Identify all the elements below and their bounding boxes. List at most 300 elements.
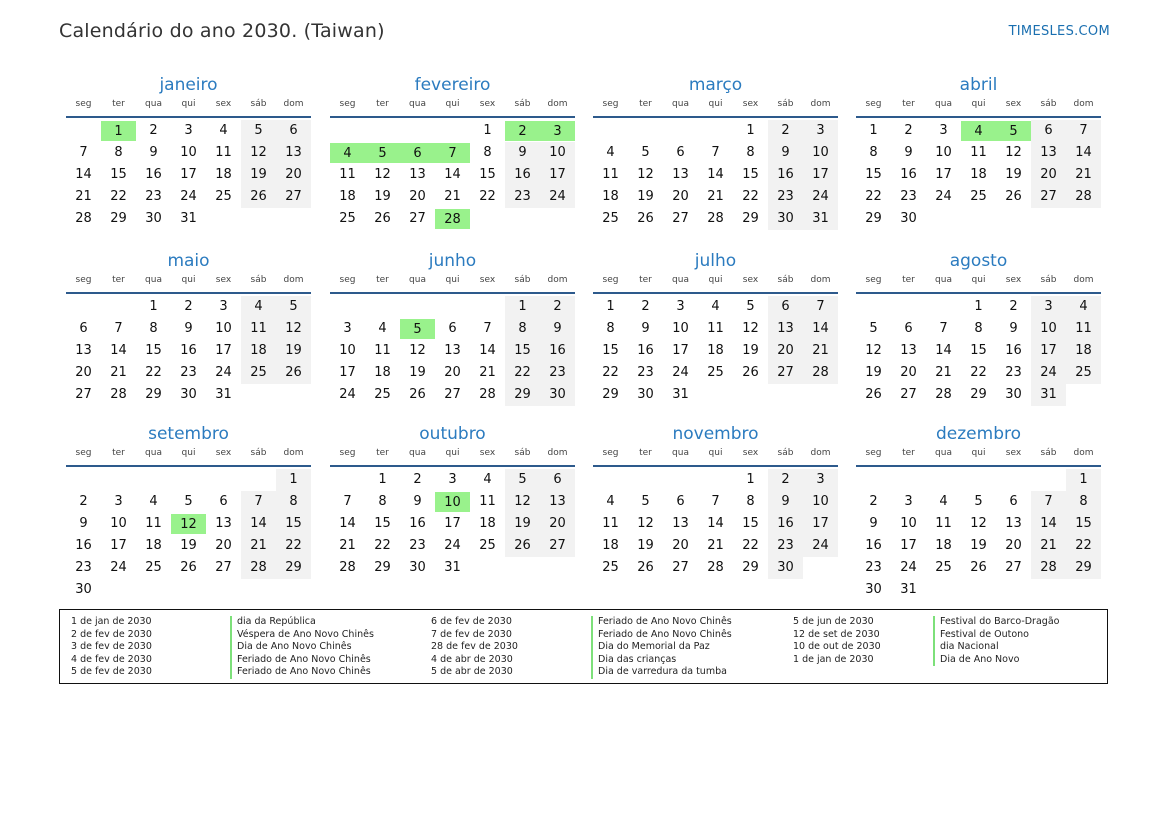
day-cell[interactable]: 25	[707, 365, 724, 380]
day-cell[interactable]: 26	[180, 560, 197, 575]
day-cell[interactable]: 31	[803, 208, 838, 230]
day-cell[interactable]: 23	[900, 189, 917, 204]
day-cell[interactable]: 5	[869, 321, 878, 336]
day-cell[interactable]: 20	[540, 513, 575, 535]
day-cell[interactable]: 28	[435, 208, 470, 230]
day-cell[interactable]: 29	[276, 557, 311, 579]
day-cell[interactable]: 12	[637, 516, 654, 531]
day-cell[interactable]: 5	[276, 296, 311, 318]
day-cell[interactable]: 11	[215, 145, 232, 160]
day-cell[interactable]: 21	[707, 538, 724, 553]
day-cell[interactable]: 15	[374, 516, 391, 531]
day-cell[interactable]: 5	[184, 494, 193, 509]
day-cell[interactable]: 20	[768, 340, 803, 362]
day-cell[interactable]: 20	[444, 365, 461, 380]
day-cell[interactable]: 7	[1031, 491, 1066, 513]
day-cell[interactable]: 13	[900, 343, 917, 358]
day-cell[interactable]: 11	[145, 516, 162, 531]
day-cell[interactable]: 22	[110, 189, 127, 204]
day-cell[interactable]: 14	[241, 513, 276, 535]
day-cell[interactable]: 16	[75, 538, 92, 553]
day-cell[interactable]: 14	[479, 343, 496, 358]
day-cell[interactable]: 27	[409, 211, 426, 226]
day-cell[interactable]: 11	[339, 167, 356, 182]
day-cell[interactable]: 19	[180, 538, 197, 553]
day-cell[interactable]: 10	[215, 321, 232, 336]
day-cell[interactable]: 27	[1031, 186, 1066, 208]
day-cell[interactable]: 1	[378, 472, 387, 487]
day-cell[interactable]: 25	[241, 362, 276, 384]
day-cell[interactable]: 12	[409, 343, 426, 358]
day-cell[interactable]: 18	[215, 167, 232, 182]
day-cell[interactable]: 30	[637, 387, 654, 402]
day-cell[interactable]: 30	[145, 211, 162, 226]
day-cell[interactable]: 3	[939, 123, 948, 138]
day-cell[interactable]: 7	[939, 321, 948, 336]
day-cell[interactable]: 28	[479, 387, 496, 402]
day-cell[interactable]: 5	[996, 120, 1031, 142]
day-cell[interactable]: 28	[1066, 186, 1101, 208]
day-cell[interactable]: 15	[505, 340, 540, 362]
day-cell[interactable]: 3	[448, 472, 457, 487]
day-cell[interactable]: 26	[865, 387, 882, 402]
day-cell[interactable]: 4	[606, 145, 615, 160]
day-cell[interactable]: 3	[1031, 296, 1066, 318]
day-cell[interactable]: 3	[343, 321, 352, 336]
day-cell[interactable]: 2	[505, 120, 540, 142]
day-cell[interactable]: 12	[171, 513, 206, 535]
day-cell[interactable]: 16	[768, 164, 803, 186]
day-cell[interactable]: 18	[241, 340, 276, 362]
day-cell[interactable]: 4	[711, 299, 720, 314]
day-cell[interactable]: 12	[505, 491, 540, 513]
day-cell[interactable]: 15	[742, 167, 759, 182]
day-cell[interactable]: 17	[935, 167, 952, 182]
day-cell[interactable]: 24	[215, 365, 232, 380]
day-cell[interactable]: 9	[184, 321, 193, 336]
day-cell[interactable]: 22	[970, 365, 987, 380]
day-cell[interactable]: 10	[672, 321, 689, 336]
day-cell[interactable]: 31	[900, 582, 917, 597]
day-cell[interactable]: 14	[707, 167, 724, 182]
day-cell[interactable]: 26	[374, 211, 391, 226]
day-cell[interactable]: 5	[400, 318, 435, 340]
day-cell[interactable]: 12	[1005, 145, 1022, 160]
day-cell[interactable]: 3	[676, 299, 685, 314]
day-cell[interactable]: 15	[865, 167, 882, 182]
day-cell[interactable]: 11	[374, 343, 391, 358]
day-cell[interactable]: 10	[803, 491, 838, 513]
day-cell[interactable]: 6	[904, 321, 913, 336]
day-cell[interactable]: 28	[935, 387, 952, 402]
day-cell[interactable]: 19	[742, 343, 759, 358]
day-cell[interactable]: 28	[707, 211, 724, 226]
day-cell[interactable]: 13	[768, 318, 803, 340]
day-cell[interactable]: 12	[241, 142, 276, 164]
day-cell[interactable]: 12	[742, 321, 759, 336]
day-cell[interactable]: 16	[540, 340, 575, 362]
day-cell[interactable]: 8	[505, 318, 540, 340]
day-cell[interactable]: 15	[1066, 513, 1101, 535]
day-cell[interactable]: 30	[1005, 387, 1022, 402]
day-cell[interactable]: 22	[145, 365, 162, 380]
day-cell[interactable]: 18	[1066, 340, 1101, 362]
day-cell[interactable]: 10	[435, 491, 470, 513]
day-cell[interactable]: 24	[110, 560, 127, 575]
day-cell[interactable]: 9	[505, 142, 540, 164]
day-cell[interactable]: 22	[602, 365, 619, 380]
day-cell[interactable]: 9	[768, 142, 803, 164]
day-cell[interactable]: 7	[79, 145, 88, 160]
day-cell[interactable]: 1	[746, 472, 755, 487]
day-cell[interactable]: 17	[540, 164, 575, 186]
day-cell[interactable]: 19	[505, 513, 540, 535]
day-cell[interactable]: 24	[900, 560, 917, 575]
day-cell[interactable]: 14	[803, 318, 838, 340]
day-cell[interactable]: 6	[676, 145, 685, 160]
day-cell[interactable]: 3	[904, 494, 913, 509]
day-cell[interactable]: 14	[707, 516, 724, 531]
day-cell[interactable]: 1	[1066, 469, 1101, 491]
day-cell[interactable]: 3	[184, 123, 193, 138]
day-cell[interactable]: 7	[435, 142, 470, 164]
day-cell[interactable]: 18	[374, 365, 391, 380]
day-cell[interactable]: 1	[276, 469, 311, 491]
day-cell[interactable]: 7	[241, 491, 276, 513]
day-cell[interactable]: 26	[637, 560, 654, 575]
day-cell[interactable]: 29	[145, 387, 162, 402]
day-cell[interactable]: 26	[505, 535, 540, 557]
day-cell[interactable]: 13	[75, 343, 92, 358]
day-cell[interactable]: 2	[184, 299, 193, 314]
day-cell[interactable]: 14	[935, 343, 952, 358]
day-cell[interactable]: 11	[602, 516, 619, 531]
day-cell[interactable]: 7	[483, 321, 492, 336]
day-cell[interactable]: 22	[742, 538, 759, 553]
day-cell[interactable]: 21	[803, 340, 838, 362]
day-cell[interactable]: 15	[742, 516, 759, 531]
day-cell[interactable]: 26	[241, 186, 276, 208]
day-cell[interactable]: 18	[145, 538, 162, 553]
day-cell[interactable]: 27	[672, 560, 689, 575]
day-cell[interactable]: 12	[865, 343, 882, 358]
day-cell[interactable]: 29	[742, 560, 759, 575]
day-cell[interactable]: 17	[900, 538, 917, 553]
day-cell[interactable]: 10	[540, 142, 575, 164]
day-cell[interactable]: 25	[602, 560, 619, 575]
day-cell[interactable]: 3	[219, 299, 228, 314]
day-cell[interactable]: 7	[711, 494, 720, 509]
day-cell[interactable]: 6	[676, 494, 685, 509]
day-cell[interactable]: 24	[339, 387, 356, 402]
day-cell[interactable]: 23	[1005, 365, 1022, 380]
site-link[interactable]: TIMESLES.COM	[1008, 24, 1110, 39]
day-cell[interactable]: 11	[970, 145, 987, 160]
day-cell[interactable]: 30	[768, 208, 803, 230]
day-cell[interactable]: 22	[865, 189, 882, 204]
day-cell[interactable]: 4	[149, 494, 158, 509]
day-cell[interactable]: 28	[110, 387, 127, 402]
day-cell[interactable]: 22	[742, 189, 759, 204]
day-cell[interactable]: 3	[803, 469, 838, 491]
day-cell[interactable]: 30	[540, 384, 575, 406]
day-cell[interactable]: 25	[215, 189, 232, 204]
day-cell[interactable]: 10	[935, 145, 952, 160]
day-cell[interactable]: 22	[1066, 535, 1101, 557]
day-cell[interactable]: 13	[672, 516, 689, 531]
day-cell[interactable]: 8	[378, 494, 387, 509]
day-cell[interactable]: 6	[1031, 120, 1066, 142]
day-cell[interactable]: 1	[974, 299, 983, 314]
day-cell[interactable]: 26	[742, 365, 759, 380]
day-cell[interactable]: 14	[1066, 142, 1101, 164]
day-cell[interactable]: 2	[79, 494, 88, 509]
day-cell[interactable]: 7	[803, 296, 838, 318]
day-cell[interactable]: 17	[339, 365, 356, 380]
day-cell[interactable]: 16	[1005, 343, 1022, 358]
day-cell[interactable]: 25	[145, 560, 162, 575]
day-cell[interactable]: 19	[865, 365, 882, 380]
day-cell[interactable]: 12	[374, 167, 391, 182]
day-cell[interactable]: 22	[479, 189, 496, 204]
day-cell[interactable]: 10	[1031, 318, 1066, 340]
day-cell[interactable]: 7	[711, 145, 720, 160]
day-cell[interactable]: 20	[672, 189, 689, 204]
day-cell[interactable]: 9	[1009, 321, 1018, 336]
day-cell[interactable]: 16	[145, 167, 162, 182]
day-cell[interactable]: 19	[1005, 167, 1022, 182]
day-cell[interactable]: 19	[276, 340, 311, 362]
day-cell[interactable]: 30	[409, 560, 426, 575]
day-cell[interactable]: 24	[803, 535, 838, 557]
day-cell[interactable]: 11	[707, 321, 724, 336]
day-cell[interactable]: 6	[276, 120, 311, 142]
day-cell[interactable]: 24	[180, 189, 197, 204]
day-cell[interactable]: 27	[540, 535, 575, 557]
day-cell[interactable]: 7	[343, 494, 352, 509]
day-cell[interactable]: 20	[672, 538, 689, 553]
day-cell[interactable]: 31	[215, 387, 232, 402]
day-cell[interactable]: 1	[505, 296, 540, 318]
day-cell[interactable]: 27	[444, 387, 461, 402]
day-cell[interactable]: 15	[276, 513, 311, 535]
day-cell[interactable]: 19	[409, 365, 426, 380]
day-cell[interactable]: 10	[803, 142, 838, 164]
day-cell[interactable]: 30	[75, 582, 92, 597]
day-cell[interactable]: 8	[746, 494, 755, 509]
day-cell[interactable]: 18	[707, 343, 724, 358]
day-cell[interactable]: 27	[276, 186, 311, 208]
day-cell[interactable]: 16	[900, 167, 917, 182]
day-cell[interactable]: 8	[606, 321, 615, 336]
day-cell[interactable]: 28	[339, 560, 356, 575]
day-cell[interactable]: 15	[970, 343, 987, 358]
day-cell[interactable]: 14	[110, 343, 127, 358]
day-cell[interactable]: 24	[444, 538, 461, 553]
day-cell[interactable]: 27	[215, 560, 232, 575]
day-cell[interactable]: 13	[276, 142, 311, 164]
day-cell[interactable]: 6	[400, 142, 435, 164]
day-cell[interactable]: 15	[479, 167, 496, 182]
day-cell[interactable]: 17	[180, 167, 197, 182]
day-cell[interactable]: 15	[145, 343, 162, 358]
day-cell[interactable]: 17	[803, 513, 838, 535]
day-cell[interactable]: 21	[75, 189, 92, 204]
day-cell[interactable]: 24	[1031, 362, 1066, 384]
day-cell[interactable]: 27	[1005, 560, 1022, 575]
day-cell[interactable]: 30	[180, 387, 197, 402]
day-cell[interactable]: 19	[637, 189, 654, 204]
day-cell[interactable]: 18	[970, 167, 987, 182]
day-cell[interactable]: 9	[641, 321, 650, 336]
day-cell[interactable]: 12	[276, 318, 311, 340]
day-cell[interactable]: 29	[602, 387, 619, 402]
day-cell[interactable]: 23	[768, 186, 803, 208]
day-cell[interactable]: 25	[935, 560, 952, 575]
day-cell[interactable]: 19	[637, 538, 654, 553]
day-cell[interactable]: 28	[707, 560, 724, 575]
day-cell[interactable]: 5	[365, 142, 400, 164]
day-cell[interactable]: 13	[215, 516, 232, 531]
day-cell[interactable]: 28	[241, 557, 276, 579]
day-cell[interactable]: 11	[1066, 318, 1101, 340]
day-cell[interactable]: 24	[672, 365, 689, 380]
day-cell[interactable]: 8	[869, 145, 878, 160]
day-cell[interactable]: 18	[602, 538, 619, 553]
day-cell[interactable]: 16	[505, 164, 540, 186]
day-cell[interactable]: 3	[114, 494, 123, 509]
day-cell[interactable]: 10	[900, 516, 917, 531]
day-cell[interactable]: 25	[339, 211, 356, 226]
day-cell[interactable]: 2	[641, 299, 650, 314]
day-cell[interactable]: 21	[110, 365, 127, 380]
day-cell[interactable]: 8	[746, 145, 755, 160]
day-cell[interactable]: 21	[1066, 164, 1101, 186]
day-cell[interactable]: 15	[602, 343, 619, 358]
day-cell[interactable]: 17	[215, 343, 232, 358]
day-cell[interactable]: 8	[1066, 491, 1101, 513]
day-cell[interactable]: 1	[606, 299, 615, 314]
day-cell[interactable]: 6	[79, 321, 88, 336]
day-cell[interactable]: 31	[672, 387, 689, 402]
day-cell[interactable]: 27	[75, 387, 92, 402]
day-cell[interactable]: 5	[641, 494, 650, 509]
day-cell[interactable]: 12	[637, 167, 654, 182]
day-cell[interactable]: 13	[1005, 516, 1022, 531]
day-cell[interactable]: 9	[904, 145, 913, 160]
day-cell[interactable]: 25	[479, 538, 496, 553]
day-cell[interactable]: 2	[768, 120, 803, 142]
day-cell[interactable]: 29	[742, 211, 759, 226]
day-cell[interactable]: 2	[869, 494, 878, 509]
day-cell[interactable]: 23	[505, 186, 540, 208]
day-cell[interactable]: 2	[1009, 299, 1018, 314]
day-cell[interactable]: 30	[865, 582, 882, 597]
day-cell[interactable]: 23	[145, 189, 162, 204]
day-cell[interactable]: 25	[602, 211, 619, 226]
day-cell[interactable]: 17	[1031, 340, 1066, 362]
day-cell[interactable]: 28	[75, 211, 92, 226]
day-cell[interactable]: 4	[939, 494, 948, 509]
day-cell[interactable]: 8	[974, 321, 983, 336]
day-cell[interactable]: 13	[444, 343, 461, 358]
day-cell[interactable]: 29	[110, 211, 127, 226]
day-cell[interactable]: 9	[149, 145, 158, 160]
day-cell[interactable]: 21	[1031, 535, 1066, 557]
day-cell[interactable]: 17	[110, 538, 127, 553]
day-cell[interactable]: 9	[413, 494, 422, 509]
day-cell[interactable]: 8	[483, 145, 492, 160]
day-cell[interactable]: 27	[900, 387, 917, 402]
day-cell[interactable]: 21	[935, 365, 952, 380]
day-cell[interactable]: 2	[768, 469, 803, 491]
day-cell[interactable]: 24	[540, 186, 575, 208]
day-cell[interactable]: 11	[241, 318, 276, 340]
day-cell[interactable]: 6	[1009, 494, 1018, 509]
day-cell[interactable]: 1	[869, 123, 878, 138]
day-cell[interactable]: 20	[75, 365, 92, 380]
day-cell[interactable]: 18	[339, 189, 356, 204]
day-cell[interactable]: 17	[672, 343, 689, 358]
day-cell[interactable]: 5	[241, 120, 276, 142]
day-cell[interactable]: 2	[904, 123, 913, 138]
day-cell[interactable]: 13	[409, 167, 426, 182]
day-cell[interactable]: 17	[444, 516, 461, 531]
day-cell[interactable]: 20	[1031, 164, 1066, 186]
day-cell[interactable]: 31	[444, 560, 461, 575]
day-cell[interactable]: 4	[378, 321, 387, 336]
day-cell[interactable]: 18	[479, 516, 496, 531]
day-cell[interactable]: 29	[865, 211, 882, 226]
day-cell[interactable]: 8	[114, 145, 123, 160]
day-cell[interactable]: 10	[180, 145, 197, 160]
day-cell[interactable]: 24	[935, 189, 952, 204]
day-cell[interactable]: 3	[803, 120, 838, 142]
day-cell[interactable]: 30	[768, 557, 803, 579]
day-cell[interactable]: 24	[803, 186, 838, 208]
day-cell[interactable]: 26	[409, 387, 426, 402]
day-cell[interactable]: 16	[768, 513, 803, 535]
day-cell[interactable]: 27	[672, 211, 689, 226]
day-cell[interactable]: 1	[746, 123, 755, 138]
day-cell[interactable]: 23	[180, 365, 197, 380]
day-cell[interactable]: 25	[970, 189, 987, 204]
day-cell[interactable]: 4	[241, 296, 276, 318]
day-cell[interactable]: 6	[448, 321, 457, 336]
day-cell[interactable]: 17	[803, 164, 838, 186]
day-cell[interactable]: 29	[970, 387, 987, 402]
day-cell[interactable]: 4	[219, 123, 228, 138]
day-cell[interactable]: 8	[276, 491, 311, 513]
day-cell[interactable]: 12	[970, 516, 987, 531]
day-cell[interactable]: 11	[602, 167, 619, 182]
day-cell[interactable]: 2	[413, 472, 422, 487]
day-cell[interactable]: 14	[1031, 513, 1066, 535]
day-cell[interactable]: 9	[869, 516, 878, 531]
day-cell[interactable]: 13	[540, 491, 575, 513]
day-cell[interactable]: 19	[970, 538, 987, 553]
day-cell[interactable]: 21	[339, 538, 356, 553]
day-cell[interactable]: 5	[974, 494, 983, 509]
day-cell[interactable]: 23	[540, 362, 575, 384]
day-cell[interactable]: 7	[1066, 120, 1101, 142]
day-cell[interactable]: 22	[374, 538, 391, 553]
day-cell[interactable]: 29	[374, 560, 391, 575]
day-cell[interactable]: 11	[935, 516, 952, 531]
day-cell[interactable]: 13	[1031, 142, 1066, 164]
day-cell[interactable]: 4	[606, 494, 615, 509]
day-cell[interactable]: 5	[746, 299, 755, 314]
